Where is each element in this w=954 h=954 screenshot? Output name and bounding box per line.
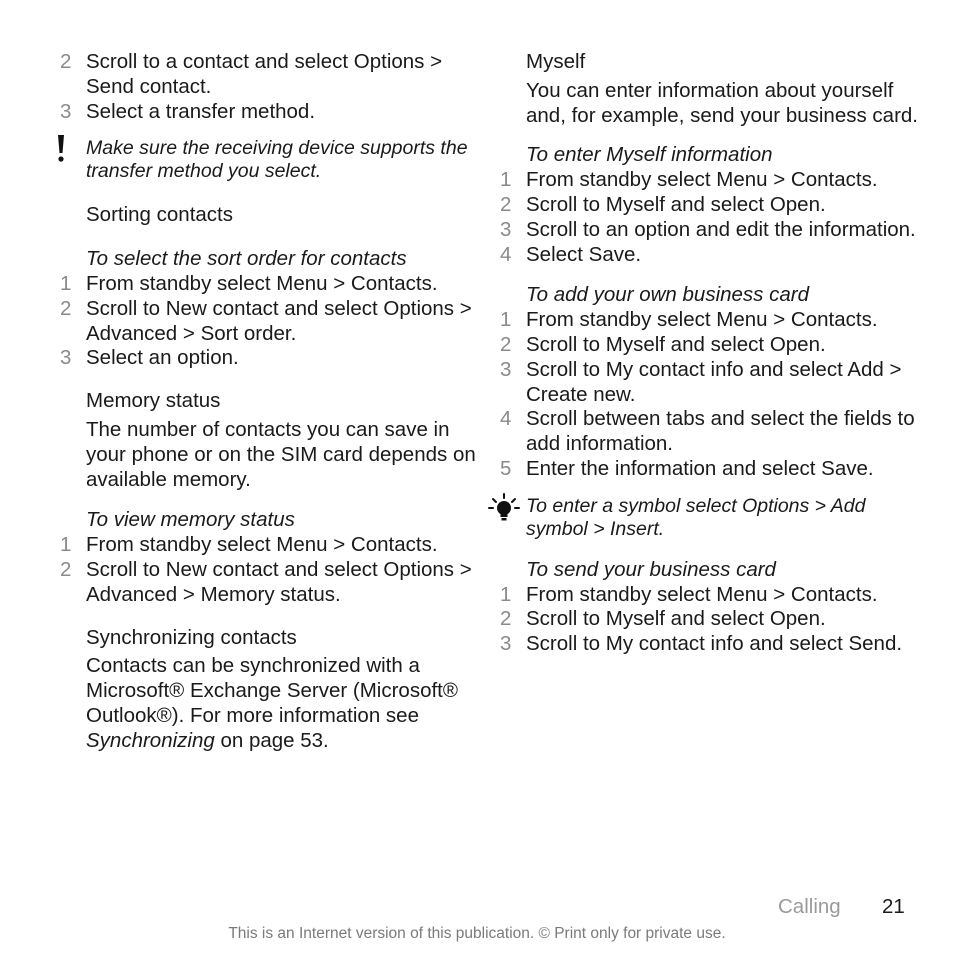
step-3: 3 Scroll to an option and edit the information. bbox=[500, 217, 916, 241]
task-heading-enter-myself: To enter Myself information bbox=[526, 143, 773, 167]
menu-term: Send contact bbox=[86, 74, 206, 98]
step-2: 2 Scroll to New contact and select Options > Advanced > Sort order. bbox=[60, 296, 472, 345]
step-1: 1 From standby select Menu > Contacts. bbox=[60, 271, 438, 295]
section-heading-myself: Myself bbox=[526, 50, 586, 73]
step-3: 3 Scroll to My contact info and select Send. bbox=[500, 632, 903, 656]
section-heading-sorting: Sorting contacts bbox=[86, 203, 233, 227]
warning-note: Make sure the receiving device supports the transfer method you select. bbox=[60, 137, 480, 183]
memory-body: The number of contacts you can save in your phone or on the SIM card depends on available memory. bbox=[86, 417, 476, 491]
cross-reference: Synchronizing bbox=[86, 728, 215, 752]
page-number: 21 bbox=[882, 895, 905, 918]
section-heading-sync: Synchronizing contacts bbox=[86, 625, 297, 649]
step-3: 3 Scroll to My contact info and select Add > Create new. bbox=[500, 357, 902, 406]
lightbulb-icon bbox=[488, 493, 520, 529]
step-1: 1 From standby select Menu > Contacts. bbox=[500, 308, 878, 332]
copyright-notice: This is an Internet version of this publication. © Print only for private use. bbox=[228, 925, 726, 942]
footer-section-name: Calling bbox=[778, 895, 841, 918]
step-2-send-contact: 2 Scroll to a contact and select Options > Send contact. bbox=[60, 50, 443, 98]
task-heading-memory: To view memory status bbox=[86, 508, 295, 532]
step-4: 4 Select Save. bbox=[500, 242, 642, 266]
step-2: 2 Scroll to New contact and select Options > Advanced > Memory status. bbox=[60, 557, 472, 606]
step-2: 2 Scroll to Myself and select Open. bbox=[500, 332, 826, 356]
step-3: 3 Select an option. bbox=[60, 346, 239, 370]
task-heading-sort-order: To select the sort order for contacts bbox=[86, 247, 407, 271]
task-heading-add-card: To add your own business card bbox=[526, 283, 809, 307]
step-3-transfer: 3 Select a transfer method. bbox=[60, 99, 316, 123]
myself-body: You can enter information about yourself and, for example, send your business card. bbox=[526, 78, 918, 127]
section-heading-memory: Memory status bbox=[86, 389, 221, 413]
left-column bbox=[60, 50, 480, 754]
step-1: 1 From standby select Menu > Contacts. bbox=[60, 533, 438, 557]
step-2: 2 Scroll to Myself and select Open. bbox=[500, 192, 826, 216]
exclamation-icon bbox=[54, 133, 68, 169]
step-1: 1 From standby select Menu > Contacts. bbox=[500, 582, 878, 606]
step-2: 2 Scroll to Myself and select Open. bbox=[500, 607, 826, 631]
tip-note: To enter a symbol select Options > Add symbol > Insert. bbox=[500, 495, 920, 541]
step-number: 3 bbox=[60, 99, 72, 123]
step-number: 2 bbox=[60, 50, 72, 73]
menu-term: Options bbox=[353, 50, 425, 73]
step-4: 4 Scroll between tabs and select the fields to add information. bbox=[500, 407, 915, 456]
step-1: 1 From standby select Menu > Contacts. bbox=[500, 168, 878, 192]
step-5: 5 Enter the information and select Save. bbox=[500, 456, 874, 480]
right-column bbox=[500, 50, 920, 657]
task-heading-send-card: To send your business card bbox=[526, 557, 776, 581]
sync-body: Contacts can be synchronized with a Microsoft® Exchange Server (Microsoft® Outlook®). For more information see Synchronizing on page 53. bbox=[86, 654, 458, 752]
